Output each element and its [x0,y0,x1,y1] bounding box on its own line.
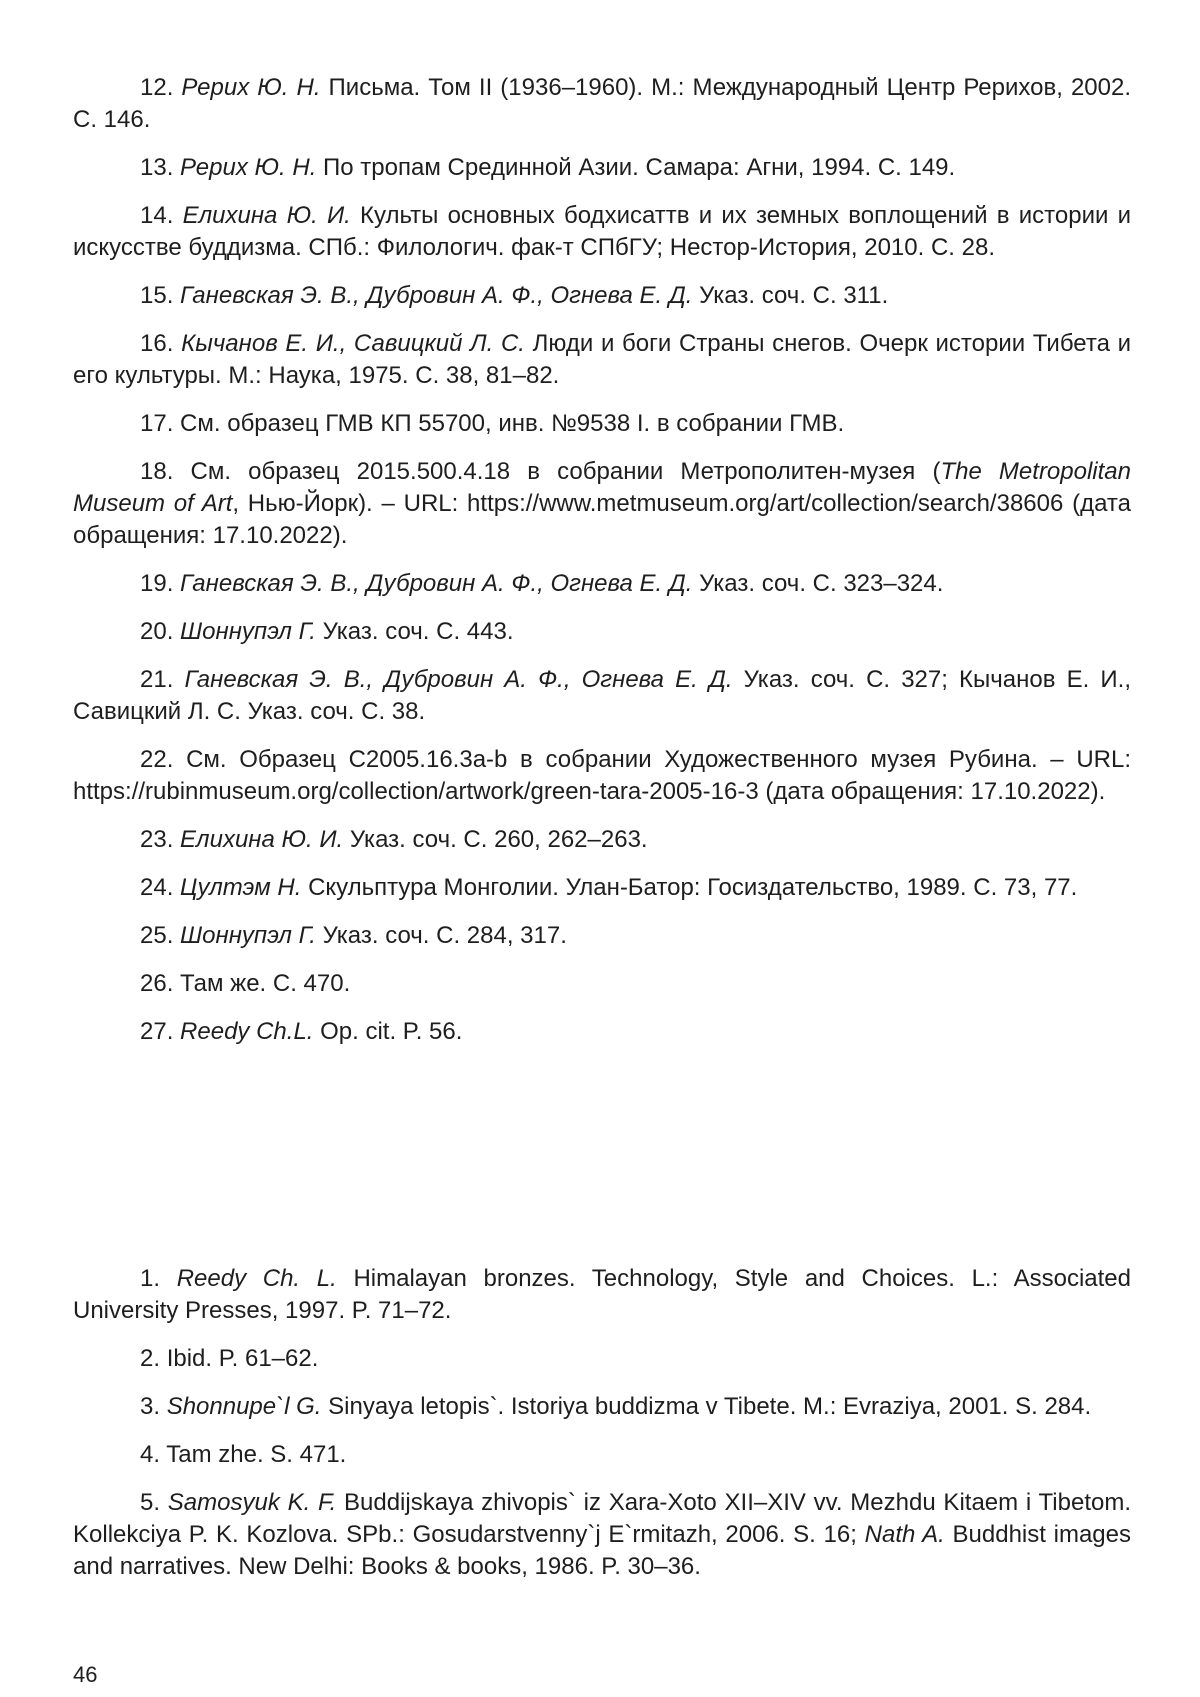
footnote [73,328,1131,392]
footnote [73,568,1131,600]
footnote [73,664,1131,728]
footnote-author: Рерих Ю. Н. [181,74,321,101]
footnote [73,920,1131,952]
footnote [73,1343,1131,1375]
footnote-author: Шоннупэл Г. [180,618,316,645]
footnote-text: Скульптура Монголии. Улан-Батор: Госиздательство, 1989. С. 73, 77. [301,874,1078,901]
footnote-number: 26. [140,970,174,997]
footnote-text: По тропам Срединной Азии. Самара: Агни, 1994. С. 149. [316,154,956,181]
footnote-number: 15. [140,282,174,309]
footnote-number: 16. [140,330,174,357]
footnote-author: Reedy Ch. L. [176,1265,337,1292]
footnote-author: Ганевская Э. В., Дубровин А. Ф., Огнева Е. Д. [180,570,693,597]
footnote-number: 18. [140,458,174,485]
footnote-number: 21. [140,666,174,693]
footnote-author: Цултэм Н. [180,874,302,901]
footnote [73,616,1131,648]
footnote-text: Buddhist images and narratives. New Delhi: Books & books, 1986. P. 30–36. [73,1521,1132,1580]
footnote-number: 27. [140,1018,174,1045]
footnote-text: См. Образец C2005.16.3a-b в собрании Художественного музея Рубина. – URL: https://rubinmuseum.org/collection/artwork/green-tara-2005-16-3 (дата обращения: 17.10.2022). [73,746,1131,805]
footnote-text: Указ. соч. С. 311. [692,282,889,309]
footnote-author: Ганевская Э. В., Дубровин А. Ф., Огнева Е. Д. [180,282,693,309]
footnote-text: Указ. соч. С. 443. [315,618,514,645]
footnote-text: Там же. С. 470. [180,970,351,997]
footnote-number: 22. [140,746,174,773]
footnote-number: 1. [140,1265,161,1292]
page-number: 46 [73,1662,98,1687]
footnote-text: Sinyaya letopis`. Istoriya buddizma v Tibete. M.: Evraziya, 2001. S. 284. [321,1393,1092,1420]
footnote-number: 2. [140,1345,161,1372]
footnote-number: 3. [140,1393,161,1420]
footnote [73,1439,1131,1471]
footnote-text: См. образец 2015.500.4.18 в собрании Метрополитен-музея ( [190,458,941,485]
footnote-author: Шоннупэл Г. [180,922,316,949]
footnote-text: Указ. соч. С. 327; Кычанов Е. И., Савицкий Л. С. Указ. соч. С. 38. [73,666,1131,725]
footnote [73,456,1131,552]
footnote-author: Рерих Ю. Н. [180,154,317,181]
footnote-text: Культы основных бодхисаттв и их земных воплощений в истории и искусстве буддизма. СПб.: Филологич. фак-т СПбГУ; Нестор-История, 2010. С. 28. [73,202,1131,261]
footnote [73,1391,1131,1423]
footnote [73,72,1131,136]
footnote-number: 20. [140,618,174,645]
footnote [73,1016,1131,1048]
footnote [73,200,1131,264]
footnote [73,408,1131,440]
footnote [73,152,1131,184]
references-list-transliterated [73,1263,1131,1599]
footnote-text: Указ. соч. С. 323–324. [692,570,944,597]
footnote [73,1487,1131,1583]
footnote-number: 12. [140,74,174,101]
footnote-number: 13. [140,154,174,181]
footnote-text: Op. cit. P. 56. [313,1018,463,1045]
footnote-text: Ibid. P. 61–62. [166,1345,319,1372]
footnote [73,872,1131,904]
footnote-text: Himalayan bronzes. Technology, Style and Choices. L.: Associated University Presses, 1997. P. 71–72. [73,1265,1132,1324]
footnote-author: Nath A. [864,1521,945,1548]
footnote-author: Samosyuk K. F. [167,1489,337,1516]
footnote-text: Указ. соч. С. 284, 317. [315,922,567,949]
footnote-text: Buddijskaya zhivopis` iz Xara-Xoto XII–XIV vv. Mezhdu Kitaem i Tibetom. Kollekciya P. K. Kozlova. SPb.: Gosudarstvenny`j E`rmitazh, 2006. S. 16; [73,1489,1132,1548]
footnote-author: Кычанов Е. И., Савицкий Л. С. [181,330,525,357]
footnote-text: См. образец ГМВ КП 55700, инв. №9538 I. в собрании ГМВ. [180,410,845,437]
footnote [73,744,1131,808]
footnote-number: 17. [140,410,174,437]
footnote-author: Елихина Ю. И. [180,826,344,853]
footnote-number: 14. [140,202,174,229]
footnote-number: 4. [140,1441,161,1468]
footnote [73,968,1131,1000]
footnote-number: 24. [140,874,174,901]
footnote-author: Ганевская Э. В., Дубровин А. Ф., Огнева Е. Д. [184,666,733,693]
footnote-number: 23. [140,826,174,853]
footnote-author: Shonnupe`l G. [166,1393,322,1420]
footnote-text: Люди и боги Страны снегов. Очерк истории Тибета и его культуры. М.: Наука, 1975. С. 38, 81–82. [73,330,1132,389]
footnote-author: Елихина Ю. И. [182,202,351,229]
footnote-text: Tam zhe. S. 471. [166,1441,347,1468]
footnote-author: The Metropolitan Museum of Art [73,458,1132,517]
footnote-number: 19. [140,570,174,597]
footnote-number: 25. [140,922,174,949]
footnote [73,1263,1131,1327]
notes-list-russian [73,72,1131,1064]
footnote [73,280,1131,312]
footnote-text: , Нью-Йорк). – URL: https://www.metmuseum.org/art/collection/search/38606 (дата обращения: 17.10.2022). [73,490,1131,549]
footnote [73,824,1131,856]
footnote-author: Reedy Ch.L. [180,1018,314,1045]
footnote-text: Указ. соч. С. 260, 262–263. [343,826,648,853]
footnote-text: Письма. Том II (1936–1960). М.: Международный Центр Рерихов, 2002. С. 146. [73,74,1132,133]
footnote-number: 5. [140,1489,161,1516]
